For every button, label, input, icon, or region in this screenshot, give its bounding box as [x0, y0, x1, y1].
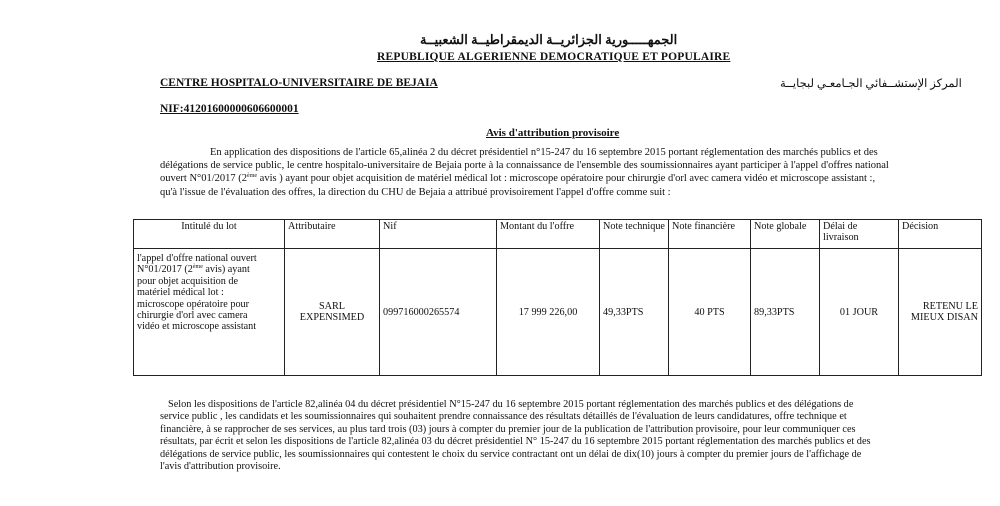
- cell-attributaire: SARL EXPENSIMED: [285, 249, 380, 376]
- intro-line: délégations de service public, le centre hospitalo-universitaire de Bejaia porte à la connaissance de l'ensemble des soumissionnaires ayant participer à l'appel d'offres national: [160, 160, 889, 172]
- cell-delai: 01 JOUR: [820, 249, 899, 376]
- header-delai: Délai de livraison: [820, 220, 899, 249]
- table-row: [134, 249, 982, 376]
- intro-line: qu'à l'issue de l'évaluation des offres, la direction du CHU de Bejaia a attribué provisoirement l'appel d'offre comme suit :: [160, 186, 671, 198]
- institution-name-arabic: المركز الإستشــفائي الجـامعـي لبجايــة: [780, 78, 962, 90]
- cell-note-technique: 49,33PTS: [600, 249, 669, 376]
- closing-line: l'avis d'attribution provisoire.: [160, 461, 281, 473]
- header-note-financiere: Note financière: [669, 220, 751, 249]
- intro-paragraph: [160, 146, 960, 199]
- cell-note-financiere: 40 PTS: [669, 249, 751, 376]
- closing-line: délégations de service public, les soumissionnaires qui contestent le choix du service contractant ont un délai de dix(10) jours à compter du premier jours de l'affichage de: [160, 448, 862, 460]
- arabic-republic-title: الجمهـــــورية الجزائريــة الديمقراطيــة الشعبيــة: [420, 32, 678, 47]
- header-lot: Intitulé du lot: [134, 220, 285, 249]
- closing-line: résultats, par écrit et selon les dispositions de l'article 82,alinéa 03 du décret présidentiel N° 15-247 du 16 septembre 2015 portant réglementation des marchés publics et des: [160, 436, 871, 448]
- closing-line: financière, à se rapprocher de ses services, au plus tard trois (03) jours à compter du premier jour de la publication de l'attribution provisoire, pour leur communiquer ces: [160, 423, 856, 435]
- cell-note-globale: 89,33PTS: [751, 249, 820, 376]
- cell-nif: 099716000265574: [380, 249, 497, 376]
- closing-line: service public , les candidats et les soumissionnaires qui souhaitent prendre connaissance des résultats détaillés de l'évaluation de leurs candidatures, offre technique et: [160, 411, 847, 423]
- header-nif: Nif: [380, 220, 497, 249]
- award-table: [133, 219, 982, 376]
- intro-line: En application des dispositions de l'article 65,alinéa 2 du décret présidentiel n°15-247 du 16 septembre 2015 portant réglementation des marchés publics et des: [210, 147, 878, 158]
- document-title: Avis d'attribution provisoire: [486, 127, 620, 139]
- cell-decision: RETENU LE MIEUX DISAN: [899, 249, 982, 376]
- header-attributaire: Attributaire: [285, 220, 380, 249]
- cell-lot: l'appel d'offre national ouvert N°01/2017 (2ème avis) ayant pour objet acquisition de matériel médical lot : microscope opératoire pour chirurgie d'orl avec camera vidéo et microscope assistant: [134, 249, 285, 376]
- header-decision: Décision: [899, 220, 982, 249]
- french-republic-title: REPUBLIQUE ALGERIENNE DEMOCRATIQUE ET POPULAIRE: [377, 51, 731, 63]
- table-header-row: [134, 220, 982, 249]
- header-note-technique: Note technique: [600, 220, 669, 249]
- closing-line: Selon les dispositions de l'article 82,alinéa 04 du décret présidentiel N°15-247 du 16 septembre 2015 portant réglementation des marchés publics et des délégations de: [168, 399, 854, 410]
- header-note-globale: Note globale: [751, 220, 820, 249]
- intro-line: ouvert N°01/2017 (2ème avis ) ayant pour objet acquisition de matériel médical lot : microscope opératoire pour chirurgie d'orl avec camera vidéo et microscope assistant :,: [160, 173, 876, 185]
- cell-montant: 17 999 226,00: [497, 249, 600, 376]
- nif-number: NIF:41201600000606600001: [160, 103, 299, 115]
- header-montant: Montant du l'offre: [497, 220, 600, 249]
- closing-paragraph: [160, 399, 960, 473]
- institution-name-french: CENTRE HOSPITALO-UNIVERSITAIRE DE BEJAIA: [160, 77, 438, 89]
